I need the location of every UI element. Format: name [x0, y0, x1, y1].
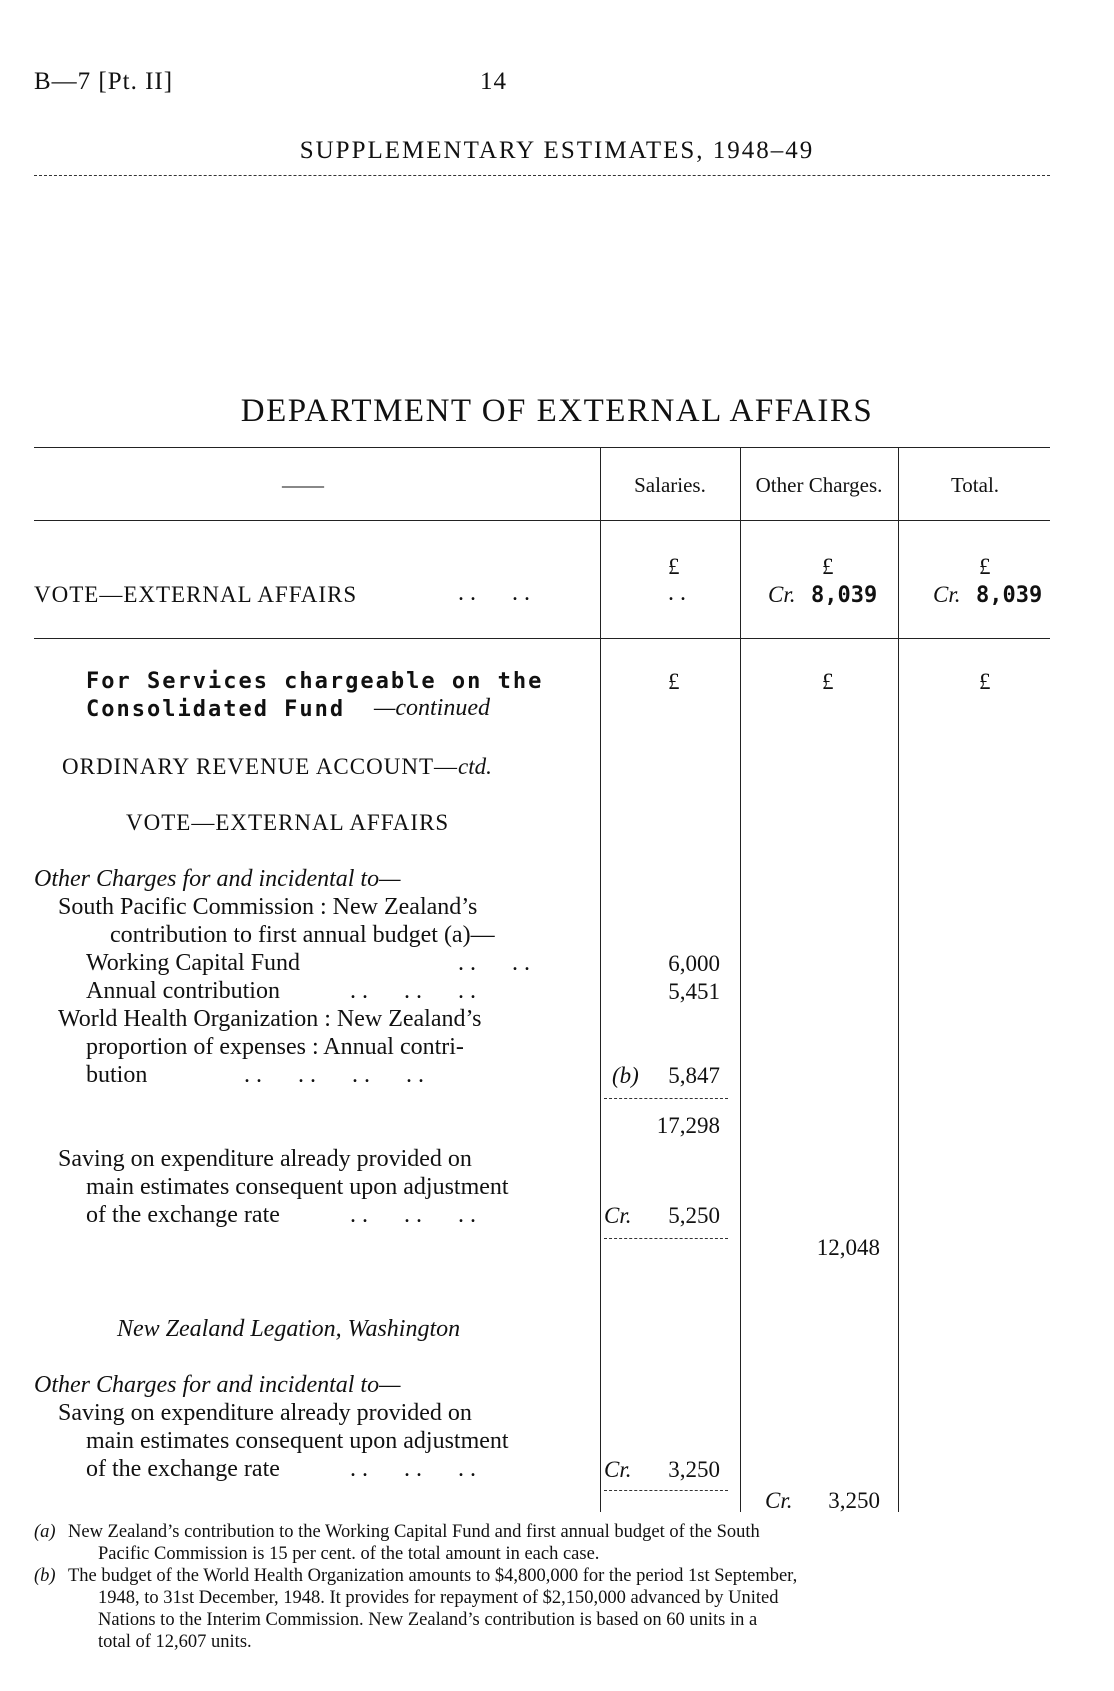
subtotal-rule: [604, 1098, 728, 1099]
credit-prefix: Cr.: [768, 582, 796, 607]
dot-leaders: . . . . . .: [350, 1456, 476, 1482]
column-header-other-charges: Other Charges.: [755, 473, 883, 497]
footnote-a-text: New Zealand’s contribution to the Working Capital Fund and first annual budget of the South: [68, 1522, 760, 1542]
currency-symbol: £: [979, 669, 991, 694]
saving-value: 3,250: [668, 1457, 720, 1482]
other-charges-heading: Other Charges for and incidental to—: [34, 1372, 401, 1398]
footnote-a-text: Pacific Commission is 15 per cent. of the total amount in each case.: [98, 1544, 600, 1564]
other-charges-heading: Other Charges for and incidental to—: [34, 866, 401, 892]
working-capital-label: Working Capital Fund: [86, 950, 301, 976]
footnote-b-label: (b): [34, 1566, 56, 1586]
saving-description: of the exchange rate: [86, 1202, 280, 1228]
dot-leaders: . . . . . . . .: [244, 1062, 424, 1088]
currency-symbol: £: [822, 554, 834, 579]
net-rule: [604, 1238, 728, 1239]
vote-label: VOTE—EXTERNAL AFFAIRS: [34, 582, 358, 607]
currency-symbol: £: [668, 669, 680, 694]
working-capital-value: 6,000: [668, 951, 720, 976]
who-value: 5,847: [668, 1063, 720, 1088]
column-rule-total: [898, 447, 899, 1512]
footnote-a-label: (a): [34, 1522, 56, 1542]
saving-description: main estimates consequent upon adjustment: [86, 1174, 509, 1200]
dot-leaders: . . . .: [458, 950, 530, 976]
column-rule-salaries: [600, 447, 601, 1512]
who-description: bution: [86, 1062, 148, 1088]
dot-leaders: . . . . . .: [350, 978, 476, 1004]
footnote-b-text: total of 12,607 units.: [98, 1632, 252, 1652]
currency-symbol: £: [979, 554, 991, 579]
dot-leaders: . . . .: [458, 580, 530, 606]
document-reference: B—7 [Pt. II]: [34, 68, 174, 95]
footnote-ref-b: (b): [612, 1063, 639, 1088]
credit-prefix: Cr.: [933, 582, 961, 607]
subtotal-value: 17,298: [656, 1113, 720, 1138]
services-heading: For Services chargeable on the: [86, 669, 544, 694]
saving-description: main estimates consequent upon adjustment: [86, 1428, 509, 1454]
page-title: SUPPLEMENTARY ESTIMATES, 1948–49: [299, 137, 815, 164]
credit-prefix: Cr.: [765, 1488, 793, 1513]
spc-description: South Pacific Commission : New Zealand’s: [58, 894, 478, 920]
column-header-description: ——: [282, 473, 324, 497]
footnote-b-text: The budget of the World Health Organization amounts to $4,800,000 for the period 1st September,: [68, 1566, 798, 1586]
total-value: 8,039: [976, 583, 1043, 608]
account-heading: [62, 754, 492, 780]
credit-prefix: Cr.: [604, 1203, 632, 1228]
vote-heading: VOTE—EXTERNAL AFFAIRS: [126, 810, 450, 835]
saving-description: of the exchange rate: [86, 1456, 280, 1482]
currency-symbol: £: [822, 669, 834, 694]
credit-prefix: Cr.: [604, 1457, 632, 1482]
services-heading: Consolidated Fund: [86, 697, 346, 722]
footnote-b-text: 1948, to 31st December, 1948. It provides for repayment of $2,150,000 advanced by United: [98, 1588, 779, 1608]
department-heading: DEPARTMENT OF EXTERNAL AFFAIRS: [240, 393, 874, 429]
saving-description: Saving on expenditure already provided on: [58, 1400, 472, 1426]
column-rule-other: [740, 447, 741, 1512]
annual-contribution-value: 5,451: [668, 979, 720, 1004]
account-heading-ctd: ctd.: [458, 754, 492, 779]
account-heading-text: ORDINARY REVENUE ACCOUNT—: [62, 754, 458, 779]
currency-symbol: £: [668, 554, 680, 579]
saving-rule: [604, 1490, 728, 1491]
net-other-charges-value: 12,048: [816, 1235, 880, 1260]
who-description: proportion of expenses : Annual contri-: [86, 1034, 464, 1060]
saving-description: Saving on expenditure already provided on: [58, 1146, 472, 1172]
salaries-value: . .: [668, 580, 686, 606]
column-header-total: Total.: [950, 473, 1000, 497]
services-heading-continued: —continued: [374, 695, 490, 721]
who-description: World Health Organization : New Zealand’s: [58, 1006, 482, 1032]
page-number: 14: [480, 68, 507, 95]
header-rule: [34, 175, 1050, 176]
legation-heading: New Zealand Legation, Washington: [117, 1316, 461, 1342]
column-header-salaries: Salaries.: [634, 473, 706, 497]
footnote-b-text: Nations to the Interim Commission. New Zealand’s contribution is based on 60 units in a: [98, 1610, 758, 1630]
other-charges-value: 3,250: [828, 1488, 880, 1513]
dot-leaders: . . . . . .: [350, 1202, 476, 1228]
saving-value: 5,250: [668, 1203, 720, 1228]
other-charges-value: 8,039: [811, 583, 878, 608]
annual-contribution-label: Annual contribution: [86, 978, 280, 1004]
spc-description: contribution to first annual budget (a)—: [110, 922, 495, 948]
